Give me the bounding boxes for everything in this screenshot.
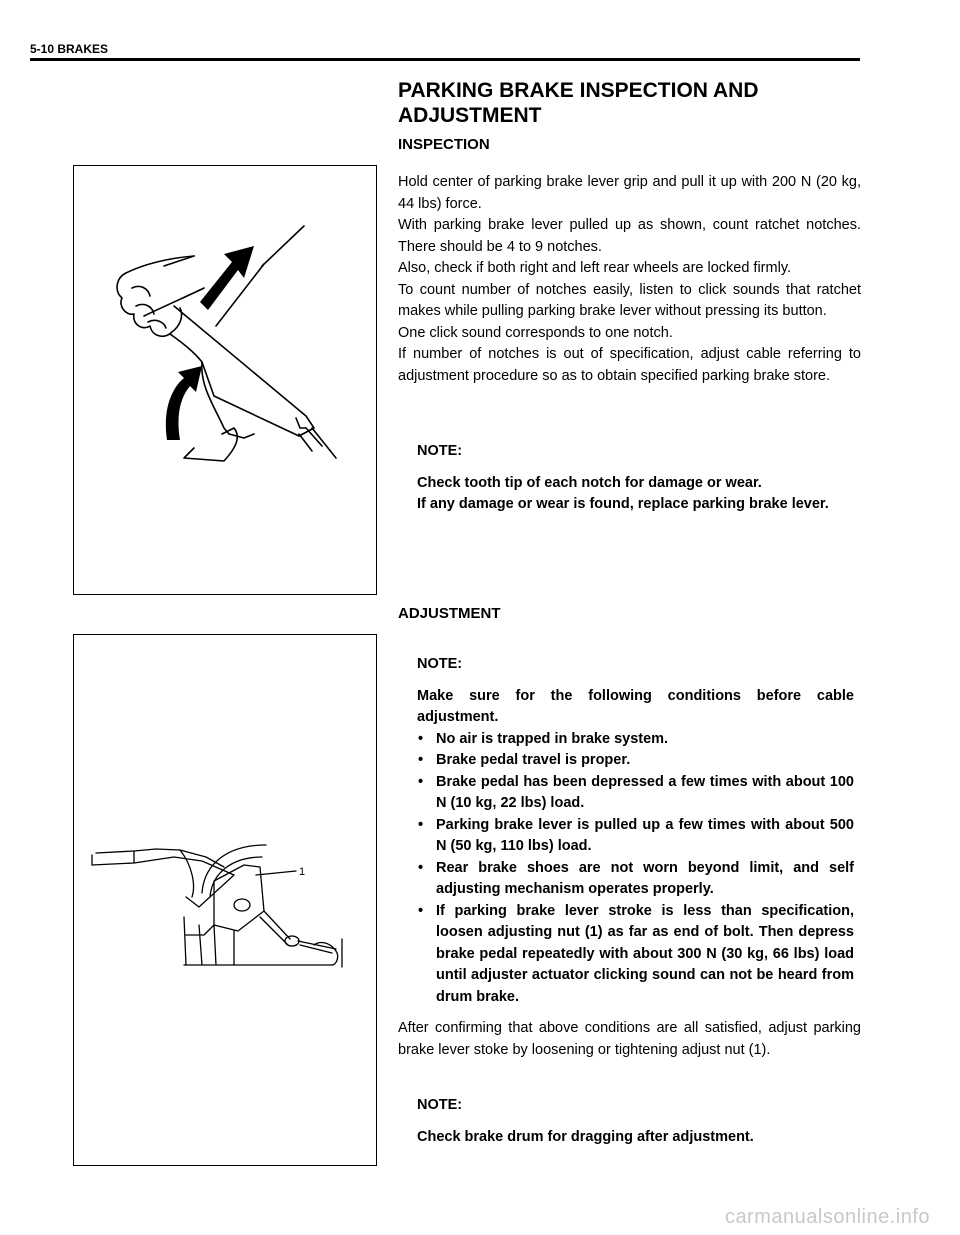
inspection-paragraph: Also, check if both right and left rear wheels are locked firmly. (398, 260, 792, 276)
condition-item: • Brake pedal travel is proper. (417, 750, 854, 772)
header-rule (30, 58, 860, 61)
hand-pulling-lever-illustration (74, 166, 376, 594)
inspection-heading: INSPECTION (398, 136, 490, 153)
condition-list (417, 729, 854, 1009)
watermark: carmanualsonline.info (724, 1206, 930, 1228)
note-label: NOTE: (417, 443, 463, 459)
inspection-paragraph: One click sound corresponds to one notch. (398, 324, 673, 341)
adjustment-paragraph: After confirming that above conditions are all satisfied, adjust parking brake lever stoke by loosening or tightening adjust nut (1). (398, 1020, 861, 1058)
condition-item: • Rear brake shoes are not worn beyond limit, and self adjusting mechanism operates properly. (417, 858, 854, 901)
note-label: NOTE: (417, 1097, 463, 1113)
note-line: If any damage or wear is found, replace parking brake lever. (417, 496, 829, 512)
inspection-paragraph: With parking brake lever pulled up as shown, count ratchet notches. There should be 4 to 9 notches. (398, 217, 861, 255)
condition-item: • If parking brake lever stroke is less than specification, loosen adjusting nut (1) as far as end of bolt. Then depress brake pedal repeatedly with about 300 N (30 kg, 66 lbs) load until adjuster actuator clicking sound can not be heard from drum brake. (417, 901, 854, 1009)
note-line: Check brake drum for dragging after adjustment. (417, 1128, 754, 1145)
inspection-body (398, 172, 861, 387)
page-title: PARKING BRAKE INSPECTION AND ADJUSTMENT (398, 79, 759, 127)
inspection-paragraph: Hold center of parking brake lever grip and pull it up with 200 N (20 kg, 44 lbs) force. (398, 174, 861, 212)
note-line: Check tooth tip of each notch for damage or wear. (417, 474, 762, 491)
parking-brake-lever-assembly-illustration (74, 635, 376, 1165)
condition-item: • Brake pedal has been depressed a few times with about 100 N (10 kg, 22 lbs) load. (417, 772, 854, 815)
page-header: 5-10 BRAKES (30, 42, 109, 56)
inspection-paragraph: To count number of notches easily, listen to click sounds that ratchet makes while pulling parking brake lever without pressing its button. (398, 281, 861, 319)
inspection-figure (73, 165, 377, 595)
adjustment-note-2 (417, 1095, 854, 1148)
inspection-note (417, 441, 854, 516)
note-intro: Make sure for the following conditions before cable adjustment. (417, 687, 854, 725)
adjustment-note-1 (417, 654, 854, 1008)
adjustment-heading: ADJUSTMENT (398, 605, 501, 622)
note-label: NOTE: (417, 656, 463, 672)
condition-item: • Parking brake lever is pulled up a few times with about 500 N (50 kg, 110 lbs) load. (417, 815, 854, 858)
condition-item: • No air is trapped in brake system. (417, 729, 854, 751)
inspection-paragraph: If number of notches is out of specification, adjust cable referring to adjustment procedure so as to obtain specified parking brake store. (398, 346, 861, 384)
adjustment-figure (73, 634, 377, 1166)
figure-callout-label: 1 (299, 866, 306, 878)
adjustment-body (398, 1018, 861, 1061)
